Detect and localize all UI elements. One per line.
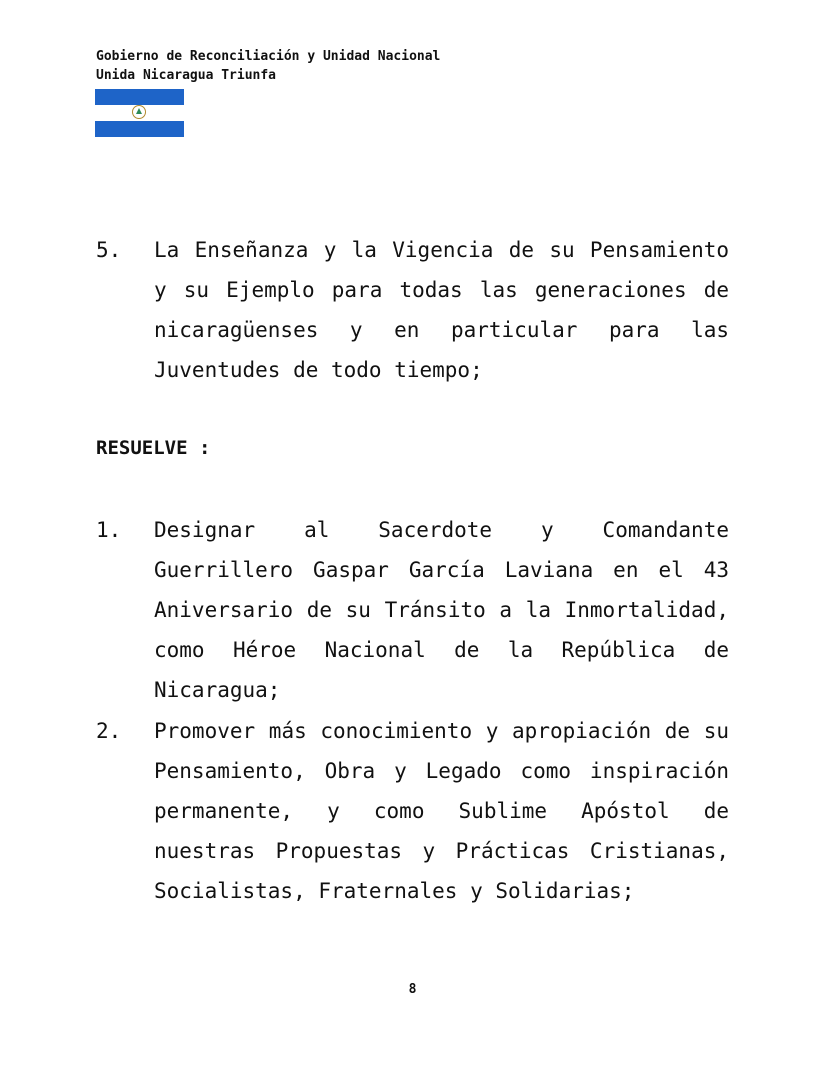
page-number: 8	[408, 982, 417, 997]
item-text: Designar al Sacerdote y Comandante Guerrillero Gaspar García Laviana en el 43 Aniversario de su Tránsito a la Inmortalidad, como Héroe Nacional de la República de Nicaragua;	[154, 518, 729, 702]
resuelve-item-1	[96, 510, 736, 710]
coat-of-arms-icon	[132, 105, 146, 119]
flag-bottom-band	[95, 121, 184, 137]
item-number: 2.	[96, 719, 122, 743]
item-text: La Enseñanza y la Vigencia de su Pensamiento y su Ejemplo para todas las generaciones de nicaragüenses y en particular para las Juventudes de todo tiempo;	[154, 238, 729, 382]
government-name: Gobierno de Reconciliación y Unidad Nacional	[96, 49, 441, 64]
item-number: 5.	[96, 238, 122, 262]
document-header	[96, 47, 440, 85]
flag-top-band	[95, 89, 184, 105]
item-text: Promover más conocimiento y apropiación de su Pensamiento, Obra y Legado como inspiración permanente, y como Sublime Apóstol de nuestras Propuestas y Prácticas Cristianas, Socialistas, Fraternales y Solidarias;	[154, 719, 729, 903]
flag-middle-band	[95, 105, 184, 121]
considerando-item-5	[96, 230, 736, 390]
item-number: 1.	[96, 518, 122, 542]
resolution-heading: RESUELVE :	[96, 437, 211, 459]
nicaragua-flag-icon	[95, 89, 184, 137]
government-slogan: Unida Nicaragua Triunfa	[96, 68, 277, 83]
resuelve-item-2	[96, 711, 736, 911]
